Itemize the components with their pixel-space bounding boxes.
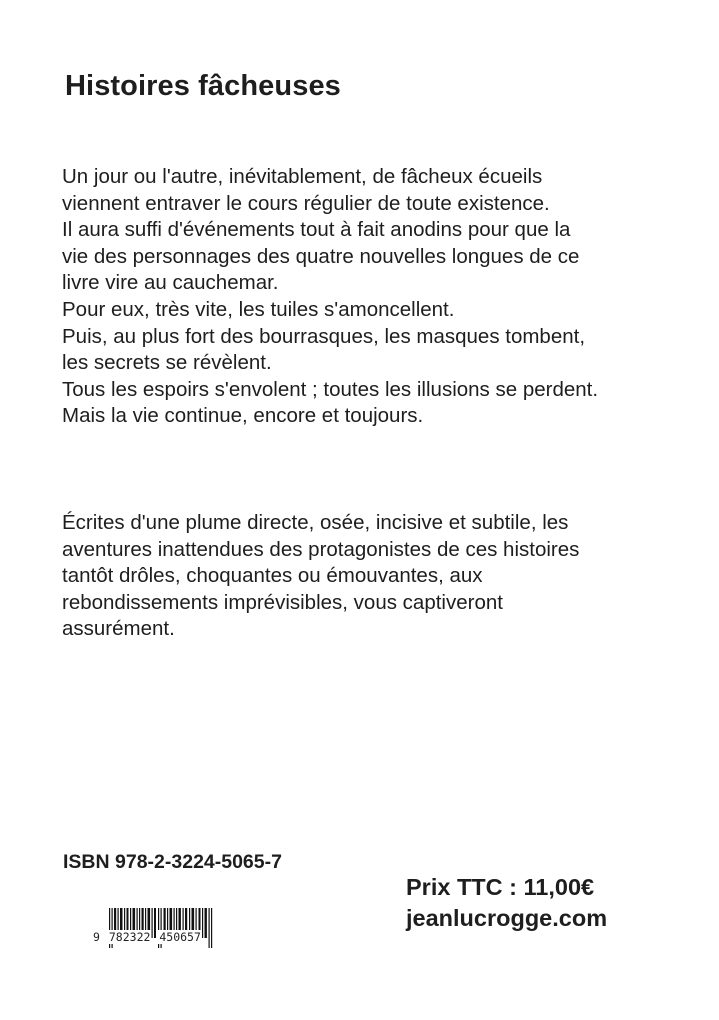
blurb-line: Pour eux, très vite, les tuiles s'amoncellent. bbox=[62, 297, 455, 321]
blurb-paragraph-1 bbox=[62, 164, 598, 430]
website-label: jeanlucrogge.com bbox=[406, 905, 608, 931]
blurb-line: viennent entraver le cours régulier de toute existence. bbox=[62, 191, 550, 215]
blurb-line: livre vire au cauchemar. bbox=[62, 271, 279, 295]
blurb-line: vie des personnages des quatre nouvelles longues de ce bbox=[62, 244, 580, 268]
blurb-line: Il aura suffi d'événements tout à fait anodins pour que la bbox=[62, 218, 571, 242]
barcode-right-group: 450657 bbox=[159, 930, 201, 944]
blurb-line: Tous les espoirs s'envolent ; toutes les illusions se perdent. bbox=[62, 377, 599, 401]
blurb-line: assurément. bbox=[62, 617, 175, 641]
price-label: Prix TTC : 11,00€ bbox=[406, 874, 595, 900]
book-title: Histoires fâcheuses bbox=[65, 70, 341, 102]
blurb-paragraph-2 bbox=[62, 510, 579, 643]
isbn-label: ISBN 978-2-3224-5065-7 bbox=[63, 851, 282, 873]
barcode-digits bbox=[92, 930, 202, 944]
blurb-line: aventures inattendues des protagonistes de ces histoires bbox=[62, 537, 580, 561]
blurb-line: Écrites d'une plume directe, osée, incisive et subtile, les bbox=[62, 511, 569, 534]
blurb-line: Mais la vie continue, encore et toujours. bbox=[62, 404, 424, 428]
barcode-first-digit: 9 bbox=[93, 930, 100, 944]
blurb-line: Un jour ou l'autre, inévitablement, de fâcheux écueils bbox=[62, 165, 543, 188]
blurb-line: Puis, au plus fort des bourrasques, les masques tombent, bbox=[62, 324, 586, 348]
barcode-left-group: 782322 bbox=[108, 930, 151, 944]
blurb-line: tantôt drôles, choquantes ou émouvantes, aux bbox=[62, 564, 483, 588]
blurb-line: rebondissements imprévisibles, vous captiveront bbox=[62, 590, 503, 614]
blurb-line: les secrets se révèlent. bbox=[62, 351, 272, 375]
